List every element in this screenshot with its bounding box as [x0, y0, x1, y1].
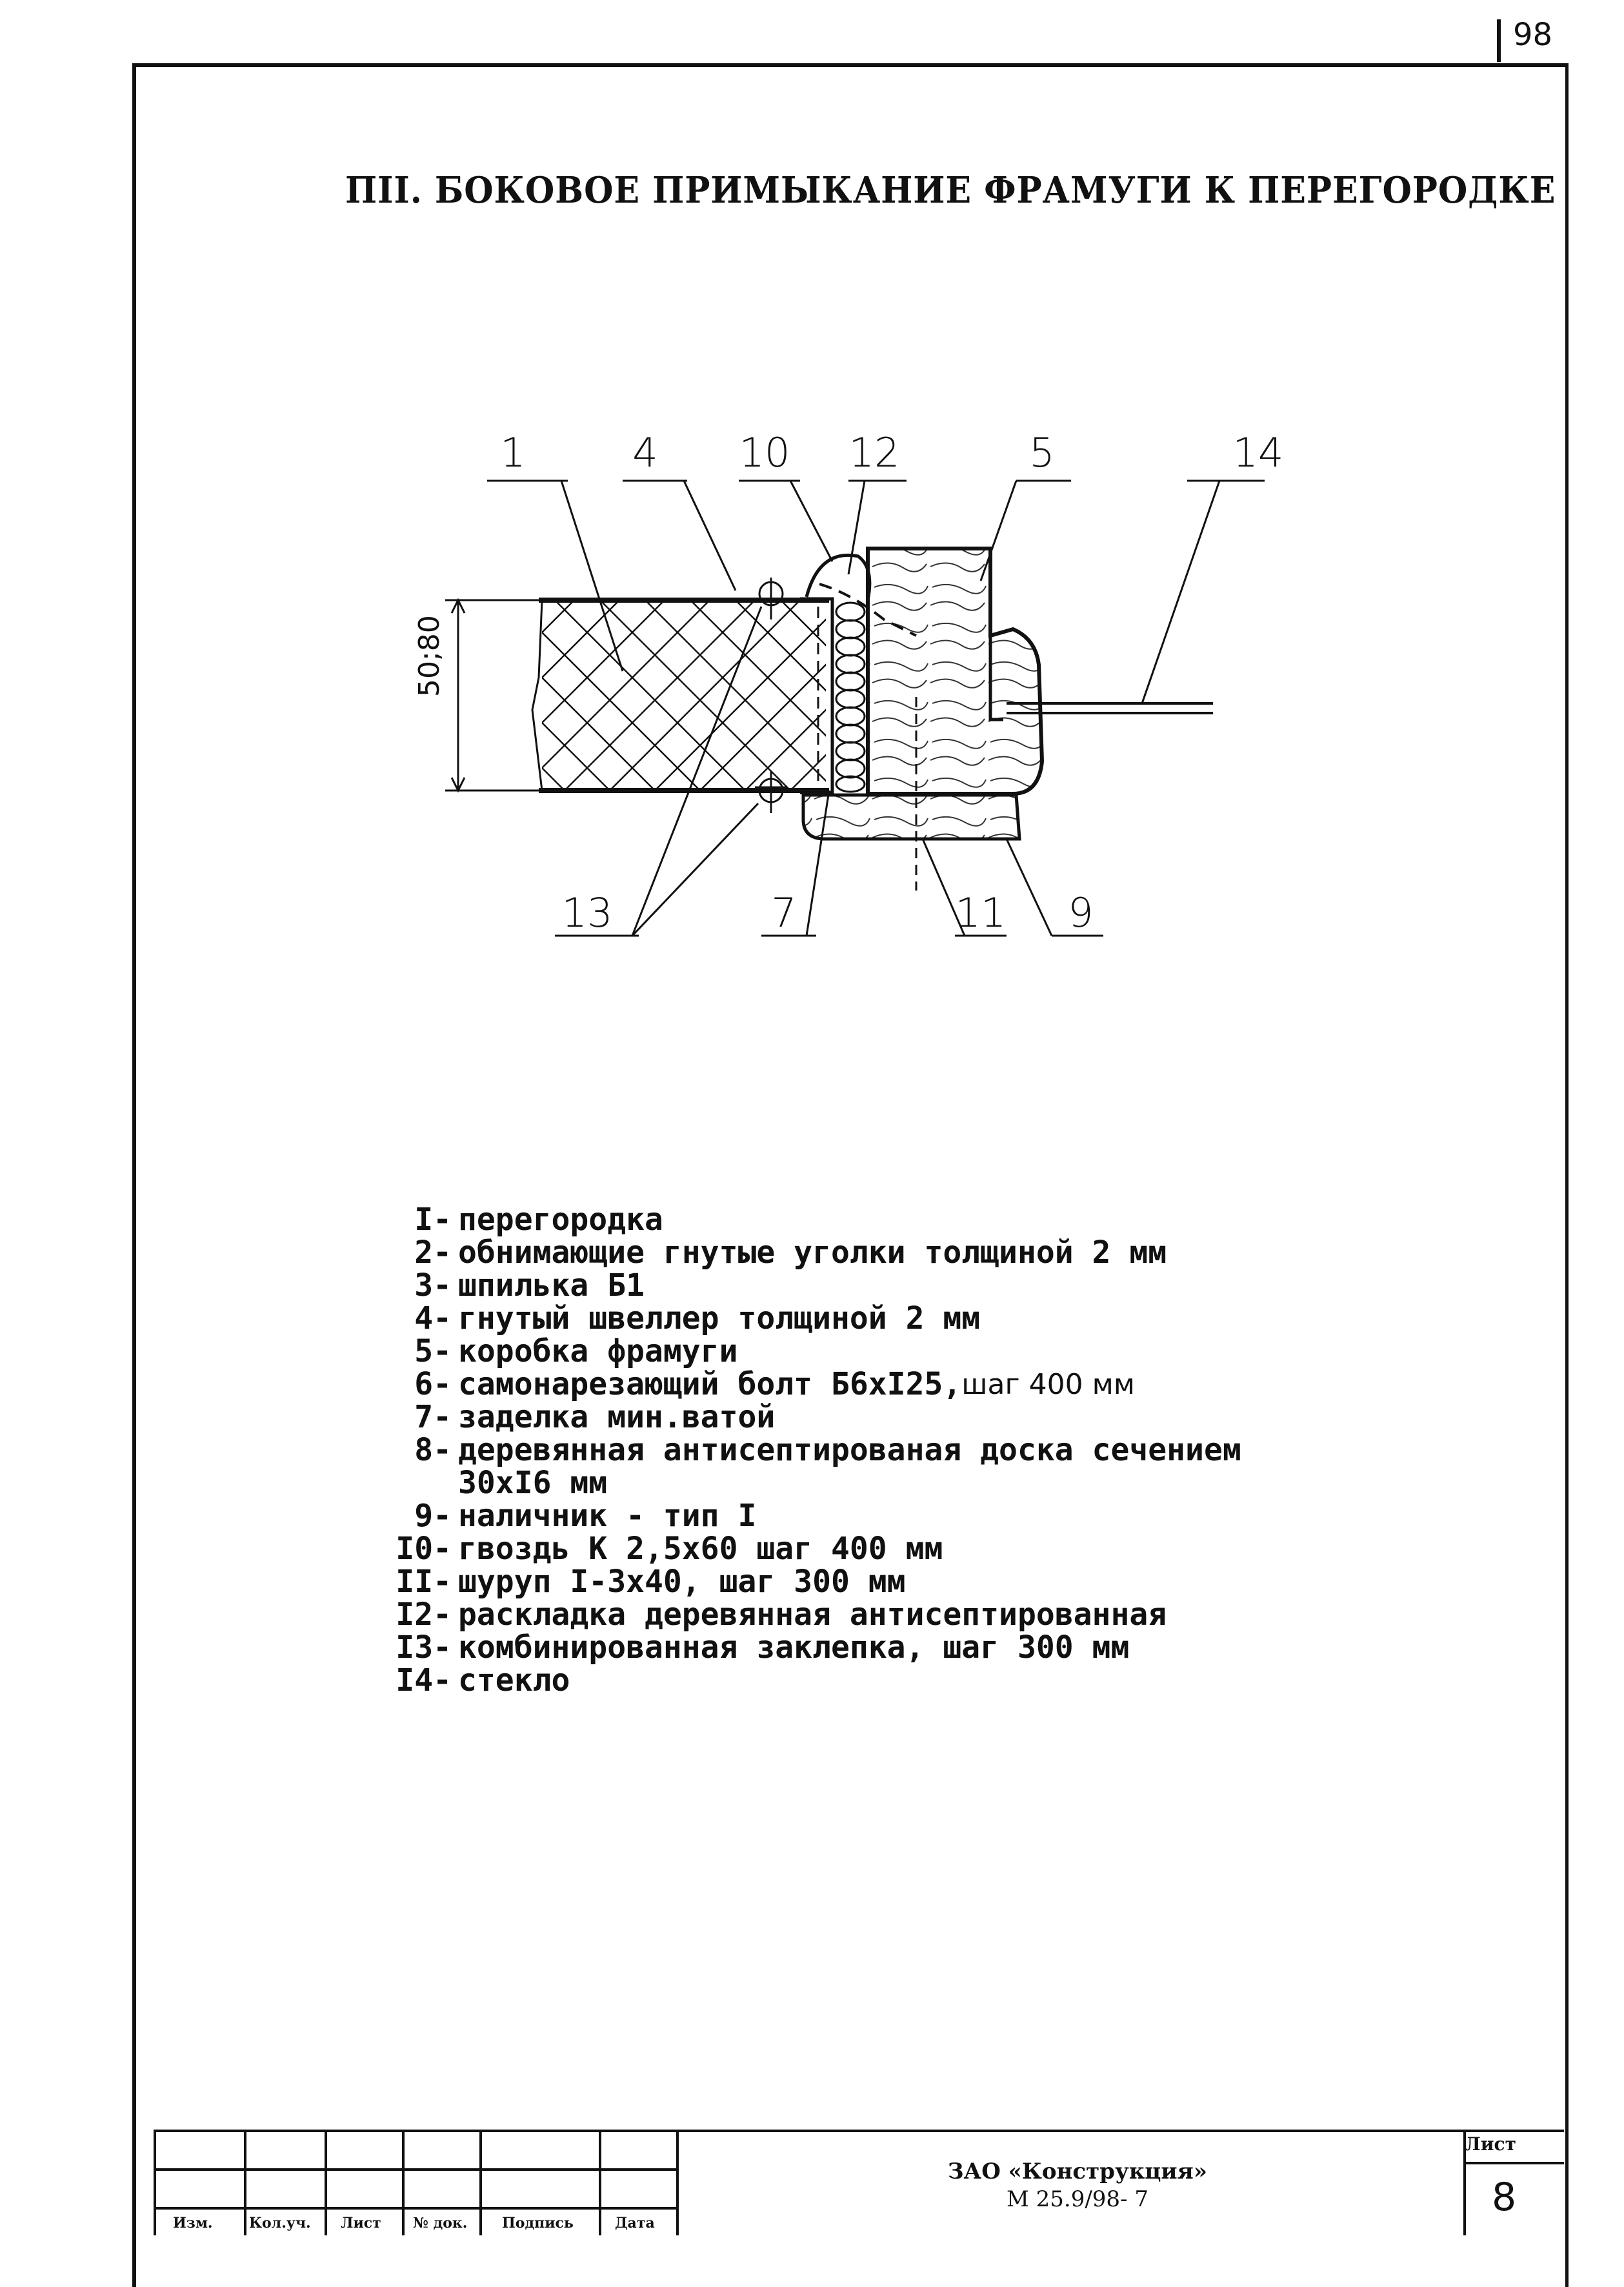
legend-item: I0- гвоздь К 2,5х60 шаг 400 мм [396, 1531, 943, 1567]
document-code: М 25.9/98- 7 [1007, 2186, 1148, 2212]
dimension-50-80 [445, 600, 542, 791]
wooden-bead [807, 555, 870, 600]
page-number: 98 [1513, 17, 1553, 53]
transom-frame [868, 549, 1042, 794]
legend-item: 7- заделка мин.ватой [414, 1399, 776, 1435]
col-label-list: Лист [341, 2215, 381, 2232]
callout-1: 1 [500, 429, 526, 476]
legend-item: 3- шпилька Б1 [414, 1267, 645, 1304]
legend-item: 4- гнутый швеллер толщиной 2 мм [414, 1300, 981, 1336]
col-label-doc-no: № док. [413, 2215, 468, 2232]
callout-11: 11 [955, 889, 1007, 936]
legend-item: I4- стекло [396, 1662, 570, 1698]
legend-item: 5- коробка фрамуги [414, 1333, 738, 1369]
title-block [154, 2130, 1561, 2233]
legend-item: 6- самонарезающий болт Б6хI25, шаг 400 мм [414, 1366, 1135, 1402]
legend-item: I- перегородка [414, 1202, 663, 1238]
legend-item: 2- обнимающие гнутые уголки толщиной 2 мм [414, 1234, 1167, 1271]
legend [361, 1204, 1241, 1697]
callout-5: 5 [1029, 429, 1055, 476]
col-label-izm: Изм. [173, 2215, 213, 2232]
handwritten-note: шаг 400 мм [961, 1368, 1135, 1401]
callout-12: 12 [848, 429, 900, 476]
page-title: ПII. БОКОВОЕ ПРИМЫКАНИЕ ФРАМУГИ К ПЕРЕГОРОДКЕ [345, 169, 1556, 212]
callout-13: 13 [561, 889, 613, 936]
callout-4: 4 [632, 429, 658, 476]
callout-14: 14 [1232, 429, 1284, 476]
legend-item: 8- деревянная антисептированая доска сечением [414, 1432, 1241, 1468]
sheet-number: 8 [1492, 2175, 1517, 2220]
legend-item: I2- раскладка деревянная антисептированная [396, 1597, 1167, 1633]
legend-item: I3- комбинированная заклепка, шаг 300 мм [396, 1629, 1130, 1666]
col-label-date: Дата [615, 2215, 655, 2232]
casing [803, 795, 1019, 839]
col-label-signature: Подпись [502, 2215, 574, 2232]
sheet-label: Лист [1465, 2133, 1516, 2155]
section-drawing [0, 0, 1624, 1033]
col-label-kol-uch: Кол.уч. [249, 2215, 311, 2232]
callout-10: 10 [739, 429, 790, 476]
callout-7: 7 [771, 889, 797, 936]
callout-9: 9 [1068, 889, 1094, 936]
legend-item: II- шуруп I-3х40, шаг 300 мм [396, 1564, 906, 1600]
company-name: ЗАО «Конструкция» [948, 2159, 1207, 2184]
partition-panel [532, 600, 829, 791]
dimension-label: 50;80 [413, 615, 446, 697]
legend-item: 9- наличник - тип I [414, 1498, 757, 1534]
mineral-wool [836, 603, 865, 792]
legend-item: 30хI6 мм [458, 1465, 608, 1501]
